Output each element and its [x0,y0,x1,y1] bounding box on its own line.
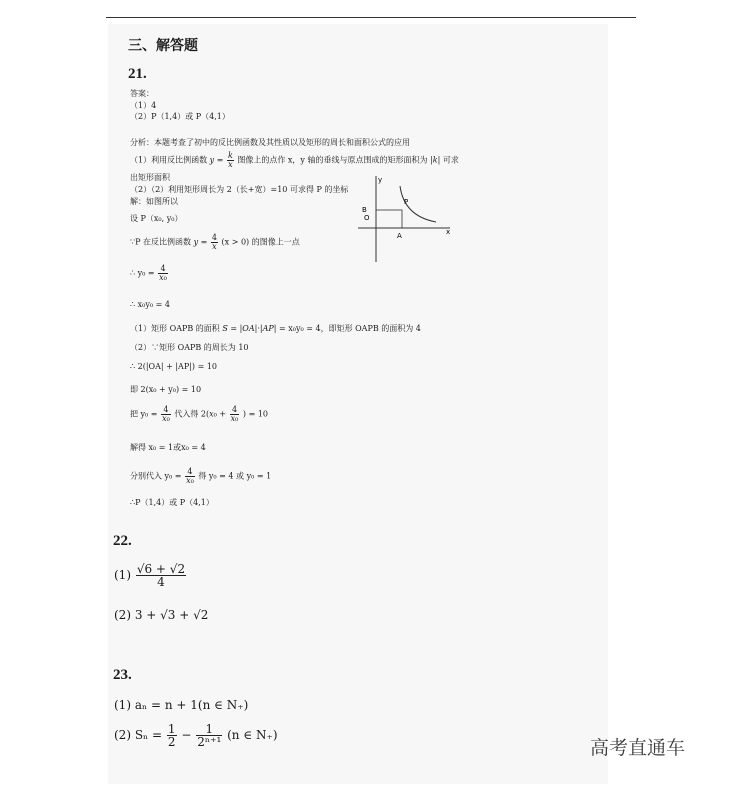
q21-line-14: 分别代入 y₀ = $\frac{4}{\text{x₀}}$ 得 y₀ = 4 或 y₀ = 1 [130,467,272,485]
q22-part-1: (1) $\frac{√6 + √2}{4}$ [114,562,186,589]
q21-answer-2: （2）P（1,4）或 P（4,1） [130,112,230,121]
section-title: 三、解答题 [128,38,198,54]
q21-line-11: 即 2(x₀ + y₀) = 10 [130,385,202,394]
q22-number: 22. [113,533,132,549]
label-O: O [364,214,370,222]
q23-part-2: (2) Sₙ = $\frac{1}{2}$ − $\frac{1}{\text{2ⁿ⁺¹}}$ (n ∈ N₊) [114,722,278,749]
x-label: x [446,228,451,236]
q21-line-7: ∴ x₀y₀ = 4 [130,300,170,309]
q23-number: 23. [113,667,132,683]
q21-line-3: 解：如图所以 [130,197,178,206]
q21-line-1: （1）利用反比例函数 y = $\frac{k}{x}$ 图像上的点作 x，y 轴的垂线与原点围成的矩形面积为 |k| 可求 [130,151,459,169]
q21-line-10: ∴ 2(|OA| + |AP|) = 10 [130,362,217,371]
q21-line-1b: 出矩形面积 [130,173,170,182]
q21-line-5: ∵P 在反比例函数 y = $\frac{4}{x}$ (x > 0) 的图像上一点 [130,233,300,251]
inverse-function-graph [350,172,460,267]
q21-line-9: （2）∵矩形 OAPB 的周长为 10 [130,343,249,352]
top-rule [106,17,636,18]
label-A: A [397,232,402,240]
q21-analysis: 分析：本题考查了初中的反比例函数及其性质以及矩形的周长和面积公式的应用 [130,138,410,147]
q21-number: 21. [128,66,147,82]
rectangle-oapb [376,210,402,228]
q21-answer-label: 答案： [130,89,154,98]
label-B: B [362,206,367,214]
q21-line-13: 解得 x₀ = 1或x₀ = 4 [130,443,206,452]
q23-part-1: (1) aₙ = n + 1(n ∈ N₊) [114,698,249,712]
q21-answer-1: （1）4 [130,101,157,110]
q21-line-12: 把 y₀ = $\frac{4}{\text{x₀}}$ 代入得 2(x₀ + $\frac{4}{\text{x₀}}$ ) = 10 [130,405,269,423]
watermark: 高考直通车 [590,737,686,759]
q22-part-2: (2) 3 + √3 + √2 [114,608,209,622]
q21-line-2: （2）（2）利用矩形周长为 2（长+宽）=10 可求得 P 的坐标 [130,185,349,194]
q21-line-6: ∴ y₀ = $\frac{4}{\text{x₀}}$ [130,264,167,282]
y-label: y [378,176,383,184]
q21-line-4: 设 P（x₀, y₀） [130,214,183,223]
q21-line-15: ∴P（1,4）或 P（4,1） [130,498,214,507]
label-P: P [404,198,409,206]
q21-line-8: （1）矩形 OAPB 的面积 S = |OA|·|AP| = x₀y₀ = 4，即矩形 OAPB 的面积为 4 [130,324,421,333]
